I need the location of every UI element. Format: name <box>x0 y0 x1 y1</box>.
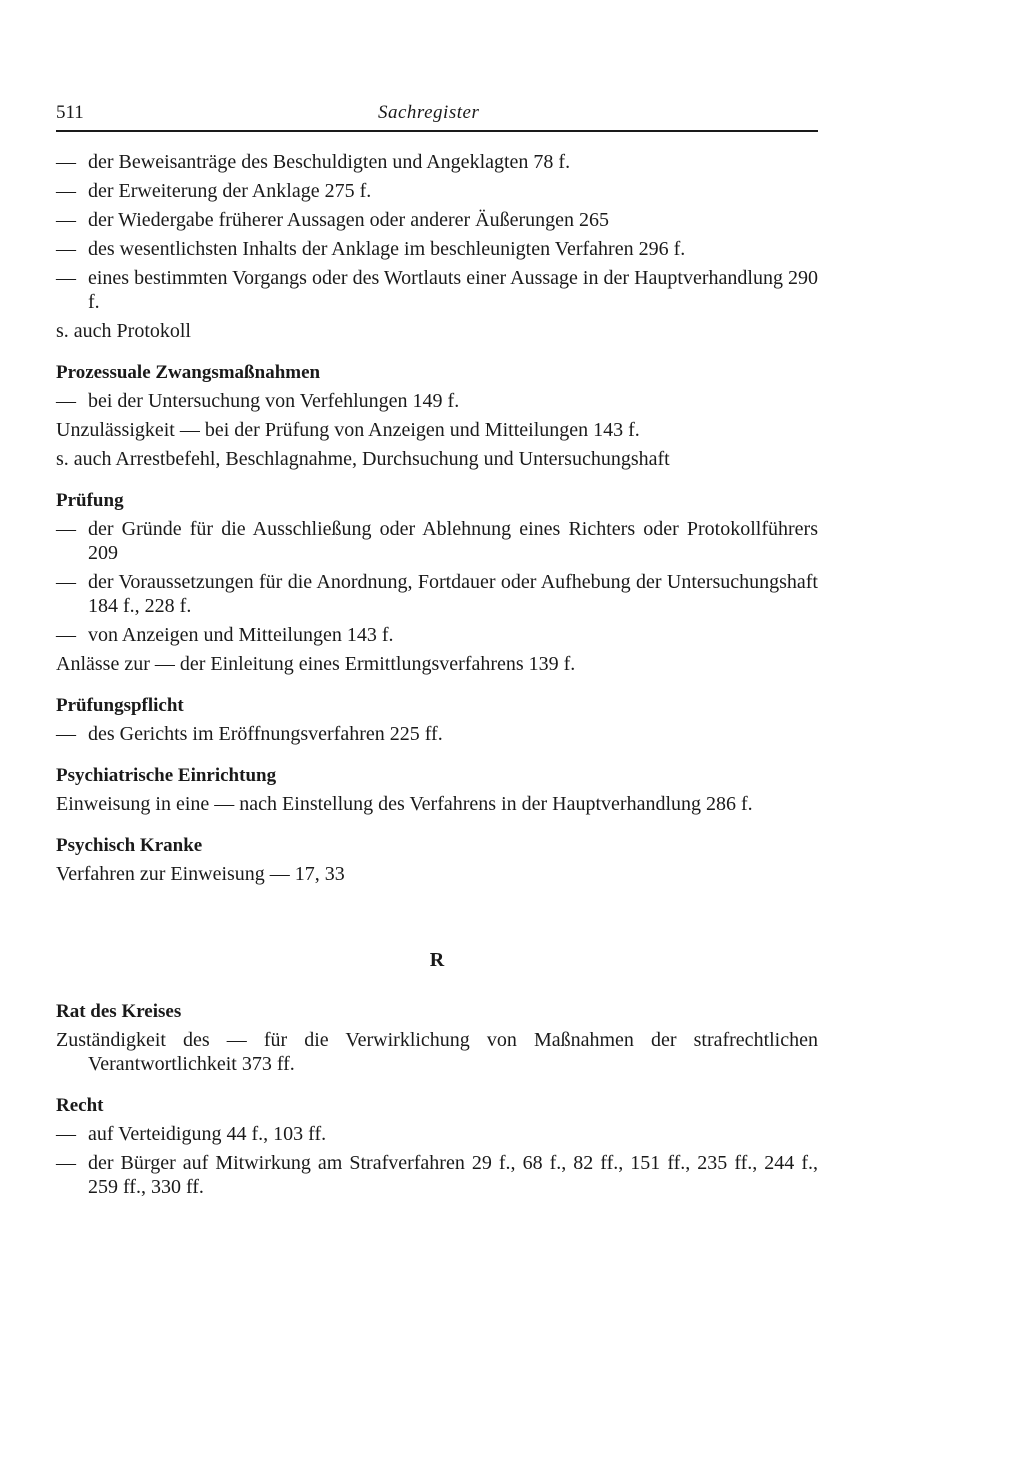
entry-text: der Wiedergabe früherer Aussagen oder anderer Äußerungen 265 <box>88 209 610 231</box>
entry-text: der Voraussetzungen für die Anordnung, Fortdauer oder Aufhebung der Untersuchungshaft 184 f., 228 f. <box>88 571 818 617</box>
running-title: Sachregister <box>378 102 480 123</box>
entry-text: der Gründe für die Ausschließung oder Ablehnung eines Richters oder Protokollführers 209 <box>88 518 818 564</box>
index-entry <box>56 208 818 232</box>
dash-mark: — <box>56 624 76 646</box>
index-entry <box>56 179 818 203</box>
dash-mark: — <box>56 209 76 231</box>
index-entry <box>56 792 818 816</box>
entry-text: Einweisung in eine — nach Einstellung des Verfahrens in der Hauptverhandlung 286 f. <box>56 793 753 815</box>
index-entry <box>56 266 818 314</box>
entry-text: der Beweisanträge des Beschuldigten und Angeklagten 78 f. <box>88 151 571 173</box>
index-entry <box>56 447 818 471</box>
index-entry <box>56 150 818 174</box>
index-page <box>56 96 818 1204</box>
index-entry <box>56 319 818 343</box>
index-headword: Psychiatrische Einrichtung <box>56 765 277 786</box>
index-headword: Psychisch Kranke <box>56 835 203 856</box>
entry-text: s. auch Arrestbefehl, Beschlagnahme, Durchsuchung und Untersuchungshaft <box>56 448 670 470</box>
index-headword: Prüfung <box>56 490 124 511</box>
index-headword: Recht <box>56 1095 104 1116</box>
section-letter: R <box>429 949 445 971</box>
index-entry <box>56 722 818 746</box>
index-entry <box>56 652 818 676</box>
index-entry <box>56 623 818 647</box>
running-head <box>56 96 818 132</box>
dash-mark: — <box>56 180 76 202</box>
dash-mark: — <box>56 151 76 173</box>
entry-text: Zuständigkeit des — für die Verwirklichung von Maßnahmen der strafrechtlichen Verantwortlichkeit 373 ff. <box>56 1029 818 1075</box>
dash-mark: — <box>56 267 76 289</box>
dash-mark: — <box>56 518 76 540</box>
index-entry <box>56 418 818 442</box>
index-entry <box>56 517 818 565</box>
index-entry <box>56 862 818 886</box>
index-entry <box>56 1151 818 1199</box>
entry-text: von Anzeigen und Mitteilungen 143 f. <box>88 624 394 646</box>
dash-mark: — <box>56 1123 76 1145</box>
index-entry <box>56 1122 818 1146</box>
dash-mark: — <box>56 723 76 745</box>
dash-mark: — <box>56 571 76 593</box>
index-entry <box>56 237 818 261</box>
page-number: 511 <box>56 102 84 123</box>
index-entry <box>56 1028 818 1076</box>
entry-text: des wesentlichsten Inhalts der Anklage im beschleunigten Verfahren 296 f. <box>88 238 686 260</box>
entry-text: des Gerichts im Eröffnungsverfahren 225 ff. <box>88 723 443 745</box>
entry-text: Verfahren zur Einweisung — 17, 33 <box>56 863 345 885</box>
entry-text: Unzulässigkeit — bei der Prüfung von Anzeigen und Mitteilungen 143 f. <box>56 419 640 441</box>
entry-text: der Erweiterung der Anklage 275 f. <box>88 180 372 202</box>
dash-mark: — <box>56 238 76 260</box>
index-headword: Rat des Kreises <box>56 1001 182 1022</box>
index-entry <box>56 570 818 618</box>
dash-mark: — <box>56 390 76 412</box>
index-entry <box>56 389 818 413</box>
entry-text: bei der Untersuchung von Verfehlungen 149 f. <box>88 390 460 412</box>
index-headword: Prüfungspflicht <box>56 695 184 716</box>
entry-text: Anlässe zur — der Einleitung eines Ermittlungsverfahrens 139 f. <box>56 653 576 675</box>
index-headword: Prozessuale Zwangsmaßnahmen <box>56 362 321 383</box>
entry-text: eines bestimmten Vorgangs oder des Wortlauts einer Aussage in der Hauptverhandlung 290 f. <box>88 267 818 313</box>
dash-mark: — <box>56 1152 76 1174</box>
entry-text: der Bürger auf Mitwirkung am Strafverfahren 29 f., 68 f., 82 ff., 151 ff., 235 ff., 244 f., 259 ff., 330 ff. <box>88 1152 818 1198</box>
index-content <box>56 150 818 1199</box>
entry-text: auf Verteidigung 44 f., 103 ff. <box>88 1123 327 1145</box>
entry-text: s. auch Protokoll <box>56 320 191 342</box>
